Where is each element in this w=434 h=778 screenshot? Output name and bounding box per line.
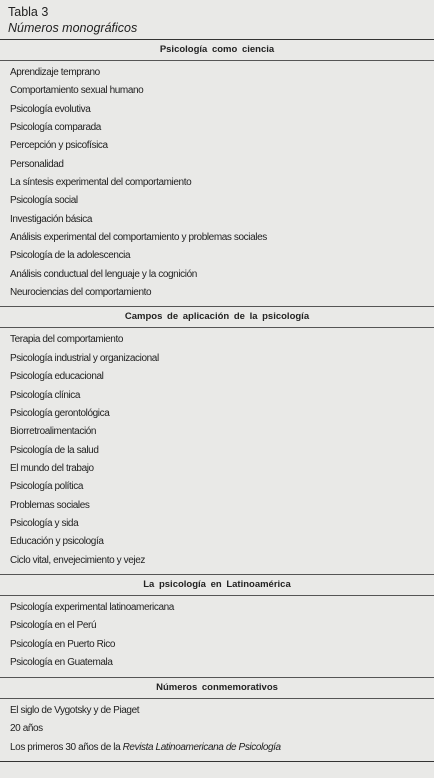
list-item: Análisis conductual del lenguaje y la cognición bbox=[10, 268, 197, 280]
list-item: Biorretroalimentación bbox=[10, 426, 97, 438]
list-item: Psicología en el Perú bbox=[10, 620, 97, 632]
list-item: Psicología y sida bbox=[10, 517, 79, 529]
section-conmemorativos bbox=[0, 678, 434, 762]
list-item: Psicología educacional bbox=[10, 371, 104, 383]
section-header: Números conmemorativos bbox=[156, 681, 278, 693]
item-list bbox=[0, 61, 434, 306]
list-item: Psicología industrial y organizacional bbox=[10, 352, 159, 364]
list-item: Personalidad bbox=[10, 158, 64, 170]
list-item: Problemas sociales bbox=[10, 499, 90, 511]
list-item: Psicología experimental latinoamericana bbox=[10, 601, 174, 613]
section-psicologia-ciencia bbox=[0, 40, 434, 306]
list-item: Análisis experimental del comportamiento y problemas sociales bbox=[10, 232, 267, 244]
list-item: Neurociencias del comportamiento bbox=[10, 287, 152, 299]
list-item: Terapia del comportamiento bbox=[10, 334, 123, 346]
list-item: Psicología en Guatemala bbox=[10, 657, 113, 669]
list-item: Psicología en Puerto Rico bbox=[10, 638, 116, 650]
list-item: Ciclo vital, envejecimiento y vejez bbox=[10, 554, 145, 566]
list-item: Psicología de la adolescencia bbox=[10, 250, 131, 262]
list-item: La síntesis experimental del comportamiento bbox=[10, 177, 192, 189]
item-list bbox=[0, 596, 434, 677]
list-item: Psicología comparada bbox=[10, 122, 101, 134]
item-list bbox=[0, 699, 434, 762]
table-subtitle: Números monográficos bbox=[8, 21, 138, 35]
list-item: Psicología gerontológica bbox=[10, 407, 110, 419]
table-title: Tabla 3 bbox=[8, 5, 49, 19]
section-header: La psicología en Latinoamérica bbox=[143, 578, 291, 590]
journal-title: Revista Latinoamericana de Psicología bbox=[122, 741, 281, 753]
bottom-rule bbox=[0, 761, 434, 762]
list-item: Investigación básica bbox=[10, 213, 93, 225]
section-header: Psicología como ciencia bbox=[159, 44, 275, 55]
list-item: 20 años bbox=[10, 723, 43, 735]
item-prefix: Los primeros 30 años de la bbox=[10, 741, 123, 753]
list-item: Psicología evolutiva bbox=[10, 103, 91, 115]
list-item bbox=[0, 739, 434, 758]
list-item: Percepción y psicofísica bbox=[10, 140, 108, 152]
list-item: Comportamiento sexual humano bbox=[10, 85, 144, 97]
list-item: Psicología clínica bbox=[10, 389, 81, 401]
list-item: El mundo del trabajo bbox=[10, 462, 94, 474]
item-list bbox=[0, 328, 434, 573]
section-header: Campos de aplicación de la psicología bbox=[124, 311, 310, 323]
section-campos-aplicacion bbox=[0, 307, 434, 573]
list-item: Educación y psicología bbox=[10, 536, 104, 548]
list-item: Psicología de la salud bbox=[10, 444, 99, 456]
section-latinoamerica bbox=[0, 575, 434, 677]
list-item: Aprendizaje temprano bbox=[10, 67, 100, 78]
list-item: Psicología política bbox=[10, 481, 84, 493]
list-item: El siglo de Vygotsky y de Piaget bbox=[10, 704, 140, 716]
list-item: Psicología social bbox=[10, 195, 78, 207]
